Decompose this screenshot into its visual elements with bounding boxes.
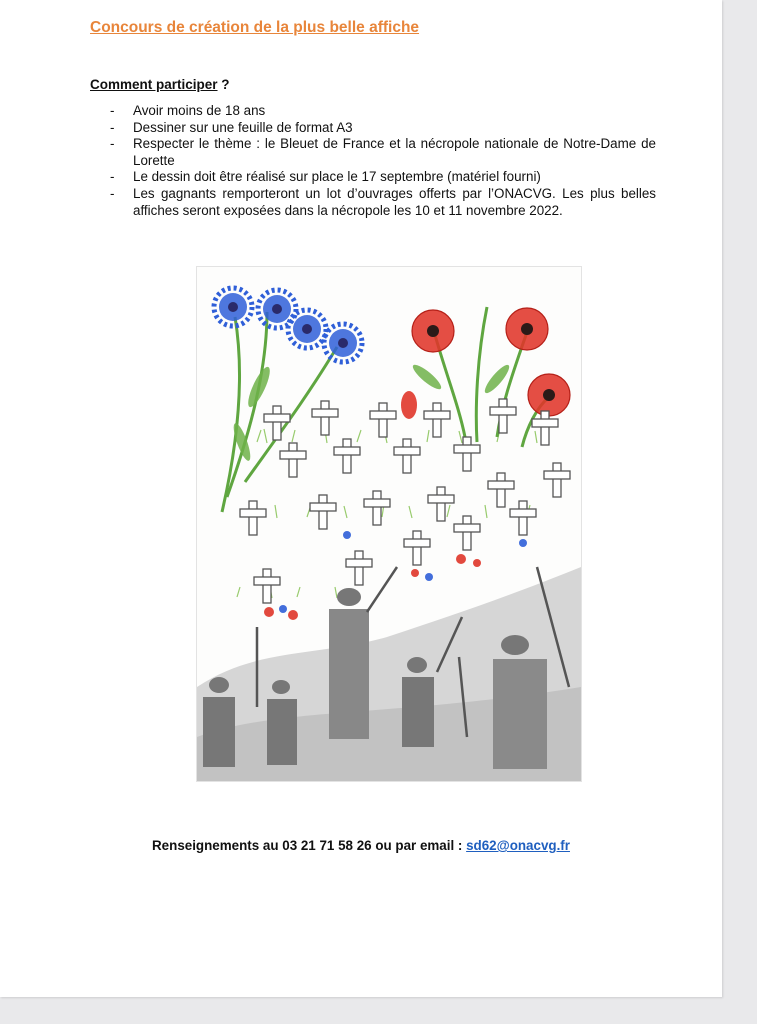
- bullet-dash: -: [110, 136, 115, 152]
- rules-list: [110, 103, 656, 219]
- bullet-dash: -: [110, 169, 115, 185]
- rule-text: Avoir moins de 18 ans: [133, 103, 266, 118]
- email-link[interactable]: sd62@onacvg.fr: [466, 838, 570, 853]
- bullet-dash: -: [110, 185, 115, 201]
- bullet-dash: -: [110, 103, 115, 118]
- poster-drawing: [196, 266, 582, 782]
- page-title: Concours de création de la plus belle affiche: [90, 19, 420, 36]
- list-item: [110, 136, 656, 169]
- contact-line: [0, 838, 722, 853]
- bullet-dash: -: [110, 119, 115, 135]
- list-item: [110, 103, 656, 120]
- list-item: [110, 169, 656, 186]
- list-item: [110, 120, 656, 137]
- poster-drawing-icon: [197, 267, 581, 781]
- rule-text: Les gagnants remporteront un lot d’ouvrages offerts par l’ONACVG. Les plus belles affiches seront exposées dans la nécropole les 10 et 11 novembre 2022.: [133, 185, 656, 218]
- section-heading-suffix: ?: [217, 77, 230, 92]
- contact-text: Renseignements au 03 21 71 58 26 ou par email :: [152, 838, 467, 853]
- section-heading: [90, 77, 230, 92]
- rule-text: Le dessin doit être réalisé sur place le 17 septembre (matériel fourni): [133, 169, 541, 185]
- section-heading-text: Comment participer: [90, 77, 218, 92]
- rule-text: Dessiner sur une feuille de format A3: [133, 119, 353, 135]
- list-item: [110, 186, 656, 219]
- rule-text: Respecter le thème : le Bleuet de France et la nécropole nationale de Notre-Dame de Lorette: [133, 136, 656, 168]
